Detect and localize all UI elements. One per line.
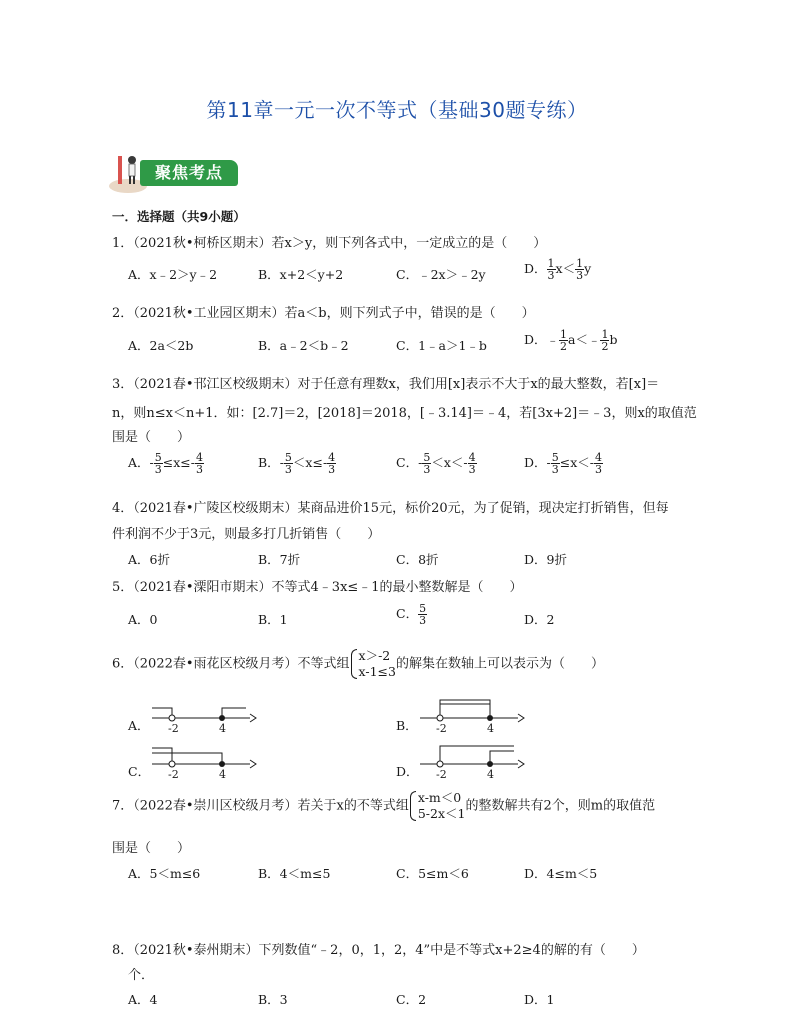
q2-option-a: A．2a＜2b (128, 338, 194, 353)
q7-option-d: D．4≤m＜5 (524, 866, 598, 881)
q8-line-1: 8．（2021秋•泰州期末）下列数值“﹣2，0，1，2，4”中是不等式x+2≥4的解的有（ ） (112, 943, 645, 958)
q5-option-c: C． $\frac{5}{3}$ (396, 602, 427, 627)
number-line-c (146, 740, 258, 784)
q2-option-c: C．1﹣a＞1﹣b (396, 338, 487, 353)
q7-system: x-m＜0 5-2x＜1 (409, 790, 466, 822)
page-title: 第11章一元一次不等式（基础30题专练） (206, 98, 588, 122)
q7-option-c: C．5≤m＜6 (396, 866, 469, 881)
svg-text:4: 4 (219, 722, 226, 735)
q8-option-b: B．3 (258, 992, 288, 1007)
q3-line-2: n，则n≤x＜n+1．如：[2.7]＝2，[2018]＝2018，[﹣3.14]＝﹣4，若[3x+2]＝﹣3，则x的取值范 (112, 406, 697, 421)
svg-text:-2: -2 (168, 722, 179, 735)
svg-text:4: 4 (487, 768, 494, 781)
q2-option-d: D．﹣ $\frac{1}{2}$ a＜﹣ $\frac{1}{2}$ b (524, 328, 618, 353)
q8-option-c: C．2 (396, 992, 427, 1007)
q7-stem: 7．（2022春•崇川区校级月考）若关于x的不等式组 x-m＜0 5-2x＜1 的整数解共有2个，则m的取值范 (112, 790, 656, 821)
q3-option-a: A．- $\frac{5}{3}$ ≤x≤- $\frac{4}{3}$ (128, 451, 203, 476)
number-line-d (414, 738, 526, 784)
q4-line-1: 4．（2021春•广陵区校级期末）某商品进价15元，标价20元，为了促销，现决定打折销售，但每 (112, 501, 669, 516)
q2-option-b: B．a﹣2＜b﹣2 (258, 338, 349, 353)
q5-option-b: B．1 (258, 612, 288, 627)
focus-banner (108, 150, 240, 194)
q3-option-d: D．- $\frac{5}{3}$ ≤x＜- $\frac{4}{3}$ (524, 451, 603, 476)
q3-line-1: 3．（2021春•邗江区校级期末）对于任意有理数x，我们用[x]表示不大于x的最大整数，若[x]＝ (112, 377, 660, 392)
q1-option-c: C．﹣2x＞﹣2y (396, 267, 486, 282)
banner-label: 聚焦考点 (140, 160, 238, 186)
q5-stem: 5．（2021春•溧阳市期末）不等式4﹣3x≤﹣1的最小整数解是（ ） (112, 580, 523, 595)
svg-text:-2: -2 (436, 722, 447, 735)
q1-option-a: A．x﹣2＞y﹣2 (128, 267, 218, 282)
q1-option-b: B．x+2＜y+2 (258, 267, 344, 282)
q4-option-a: A．6折 (128, 552, 170, 567)
svg-text:-2: -2 (168, 768, 179, 781)
q3-line-3: 围是（ ） (112, 430, 191, 445)
number-line-b (414, 692, 526, 738)
q5-option-d: D．2 (524, 612, 555, 627)
q1-option-d: D． $\frac{1}{3}$ x＜ $\frac{1}{3}$ y (524, 257, 592, 282)
svg-text:4: 4 (487, 722, 494, 735)
q2-stem: 2．（2021秋•工业园区期末）若a＜b，则下列式子中，错误的是（ ） (112, 306, 535, 321)
q1-stem: 1．（2021秋•柯桥区期末）若x＞y，则下列各式中，一定成立的是（ ） (112, 236, 547, 251)
q3-option-b: B．- $\frac{5}{3}$ ＜x≤- $\frac{4}{3}$ (258, 451, 336, 476)
svg-text:-2: -2 (436, 768, 447, 781)
q4-line-2: 件利润不少于3元，则最多打几折销售（ ） (112, 527, 381, 542)
q6-stem: 6．（2022春•雨花区校级月考）不等式组 x＞-2 x-1≤3 的解集在数轴上可以表示为（ ） (112, 648, 604, 679)
svg-text:4: 4 (219, 768, 226, 781)
q4-option-c: C．8折 (396, 552, 439, 567)
q4-option-b: B．7折 (258, 552, 301, 567)
q5-option-a: A．0 (128, 612, 158, 627)
q8-option-a: A．4 (128, 992, 158, 1007)
q3-option-c: C．- $\frac{5}{3}$ ＜x＜- $\frac{4}{3}$ (396, 451, 476, 476)
number-line-a (146, 698, 258, 738)
q7-line-2: 围是（ ） (112, 841, 191, 856)
q8-line-2: 个． (128, 968, 155, 983)
section-heading: 一．选择题（共9小题） (112, 209, 246, 224)
q8-option-d: D．1 (524, 992, 555, 1007)
q4-option-d: D．9折 (524, 552, 567, 567)
q6-system: x＞-2 x-1≤3 (350, 648, 396, 680)
q7-option-b: B．4＜m≤5 (258, 866, 331, 881)
q7-option-a: A．5＜m≤6 (128, 866, 201, 881)
